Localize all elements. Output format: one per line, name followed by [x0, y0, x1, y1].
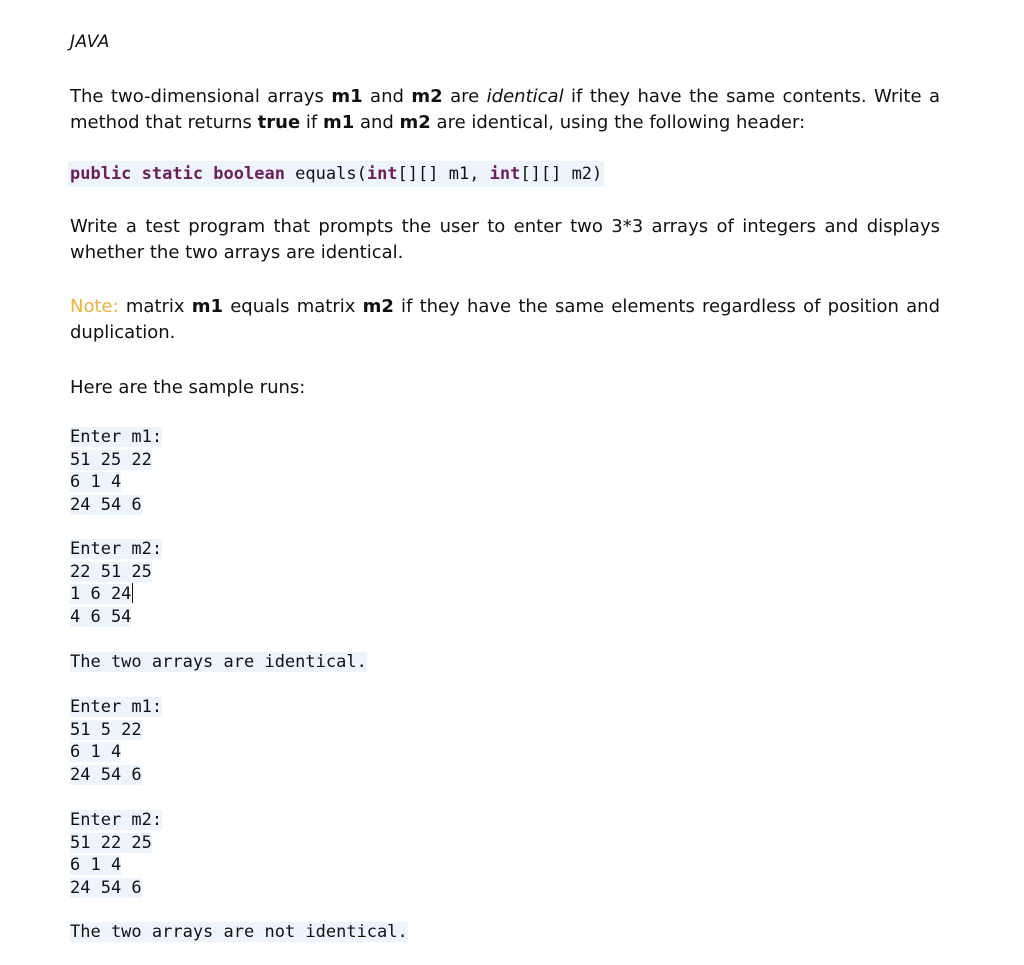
run1-m1-block	[70, 426, 162, 516]
text: and	[362, 86, 412, 107]
run2-m2-row: 6 1 4	[70, 855, 122, 875]
note-paragraph	[70, 294, 940, 346]
run2-m1-row: 51 5 22	[70, 719, 142, 740]
text: equals matrix	[223, 296, 363, 317]
document-heading: JAVA	[70, 32, 110, 52]
m2-bold: m2	[362, 296, 394, 317]
run2-result-block	[70, 921, 408, 944]
m1-bold: m1	[191, 296, 224, 317]
problem-statement	[70, 84, 940, 136]
run2-m1-block	[70, 696, 162, 786]
m1-bold: m1	[331, 86, 363, 107]
m1-bold: m1	[322, 112, 355, 133]
keyword: public static boolean	[70, 164, 285, 184]
run1-m2-row: 22 51 25	[70, 561, 152, 582]
text: are identical, using the following header:	[430, 112, 806, 133]
m2-bold: m2	[399, 112, 431, 133]
run2-m1-row: 6 1 4	[70, 742, 122, 762]
sample-runs-intro: Here are the sample runs:	[70, 377, 306, 398]
run1-m1-row: 24 54 6	[70, 494, 142, 515]
text: matrix	[118, 296, 192, 317]
text: if they have the same contents. Write a method that returns	[70, 86, 941, 133]
run1-m2-prompt: Enter m2:	[70, 539, 163, 559]
run1-m1-row: 51 25 22	[70, 449, 152, 470]
run2-m2-row: 24 54 6	[70, 877, 142, 898]
run2-m1-row: 24 54 6	[70, 764, 142, 785]
keyword: int	[366, 164, 398, 184]
run1-m2-row: 4 6 54	[70, 606, 132, 627]
m2-bold: m2	[411, 86, 443, 107]
code-text: [][] m1,	[397, 164, 490, 184]
run2-m2-prompt: Enter m2:	[70, 810, 163, 830]
test-program-instructions: Write a test program that prompts the user to enter two 3*3 arrays of integers and displays whether the two arrays are identical.	[70, 216, 940, 263]
code-text: equals(	[284, 164, 367, 184]
keyword: int	[489, 164, 521, 184]
run2-m2-block	[70, 809, 162, 899]
true-bold: true	[257, 112, 301, 133]
run1-m1-row: 6 1 4	[70, 472, 122, 492]
run1-m2-row: 1 6 24	[70, 584, 132, 604]
code-text: [][] m2)	[520, 164, 603, 184]
text: if they have the same elements regardless of position and duplication.	[70, 296, 940, 343]
run2-result: The two arrays are not identical.	[70, 922, 408, 942]
run1-m1-prompt: Enter m1:	[70, 427, 163, 447]
run2-m1-prompt: Enter m1:	[70, 697, 163, 717]
text-cursor	[132, 583, 133, 603]
text: are	[442, 86, 487, 107]
method-header-code	[68, 161, 604, 187]
text: if	[300, 112, 323, 133]
run1-result-block	[70, 651, 367, 674]
note-label: Note:	[70, 296, 119, 317]
run1-m2-block	[70, 538, 162, 628]
identical-italic: identical	[486, 86, 564, 107]
text: and	[354, 112, 400, 133]
run2-m2-row: 51 22 25	[70, 832, 152, 853]
text: The two-dimensional arrays	[70, 86, 332, 107]
run1-result: The two arrays are identical.	[70, 652, 367, 672]
